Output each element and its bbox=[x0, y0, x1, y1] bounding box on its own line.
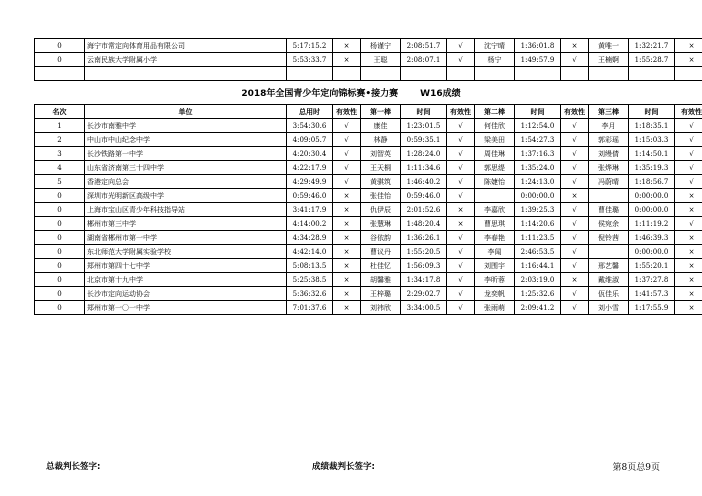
table-cell: 2:09:41.2 bbox=[515, 301, 561, 315]
chief-referee-signature: 总裁判长签字: bbox=[46, 462, 101, 472]
table-cell: 1:23:01.5 bbox=[401, 119, 447, 133]
table-cell: √ bbox=[561, 259, 589, 273]
table-cell: 1:28:24.0 bbox=[401, 147, 447, 161]
table-cell: 0 bbox=[35, 231, 85, 245]
table-cell: 刘智英 bbox=[361, 147, 401, 161]
table-cell: × bbox=[675, 53, 702, 67]
table-cell: 云南民族大学附属小学 bbox=[85, 53, 287, 67]
table-cell bbox=[589, 245, 629, 259]
table-cell: 1:37:27.8 bbox=[629, 273, 675, 287]
table-cell: √ bbox=[333, 175, 361, 189]
table-row bbox=[35, 53, 702, 67]
w16-results-table bbox=[34, 104, 702, 315]
table-cell: √ bbox=[447, 301, 475, 315]
table-cell: 0 bbox=[35, 273, 85, 287]
table-cell: 王天桐 bbox=[361, 161, 401, 175]
table-cell: √ bbox=[561, 231, 589, 245]
table-row bbox=[35, 203, 702, 217]
table-cell: 1:39:25.3 bbox=[515, 203, 561, 217]
table-cell: 0 bbox=[35, 217, 85, 231]
table-cell bbox=[589, 67, 629, 81]
table-cell: 郭思缇 bbox=[475, 161, 515, 175]
table-cell: √ bbox=[447, 119, 475, 133]
column-header: 时间 bbox=[629, 105, 675, 119]
column-header: 有效性 bbox=[561, 105, 589, 119]
table-cell: 2:29:02.7 bbox=[401, 287, 447, 301]
table-cell: √ bbox=[333, 161, 361, 175]
table-cell: 刘缦倩 bbox=[589, 147, 629, 161]
table-cell bbox=[35, 67, 85, 81]
table-cell: 1:37:16.3 bbox=[515, 147, 561, 161]
table-cell: 2:03:19.0 bbox=[515, 273, 561, 287]
table-cell bbox=[515, 67, 561, 81]
table-cell: 1 bbox=[35, 119, 85, 133]
table-cell: 1:35:19.3 bbox=[629, 161, 675, 175]
table-cell: 7:01:37.6 bbox=[287, 301, 333, 315]
table-cell: 张雨萌 bbox=[475, 301, 515, 315]
table-cell: 3:54:30.6 bbox=[287, 119, 333, 133]
table-cell: 1:55:28.7 bbox=[629, 53, 675, 67]
table-cell: 深圳市光明新区高级中学 bbox=[85, 189, 287, 203]
title-main: 2018年全国青少年定向锦标赛•接力赛 bbox=[241, 89, 399, 99]
table-cell: √ bbox=[333, 119, 361, 133]
table-cell: √ bbox=[675, 133, 702, 147]
table-cell: √ bbox=[447, 259, 475, 273]
table-cell: √ bbox=[447, 53, 475, 67]
table-cell: √ bbox=[675, 161, 702, 175]
table-cell: 1:56:09.3 bbox=[401, 259, 447, 273]
table-cell: 5:17:15.2 bbox=[287, 39, 333, 53]
table-cell: 1:55:20.1 bbox=[629, 259, 675, 273]
table-cell: 4:22:17.9 bbox=[287, 161, 333, 175]
table-cell: √ bbox=[675, 119, 702, 133]
table-cell: √ bbox=[333, 133, 361, 147]
table-cell: 张烨琳 bbox=[589, 161, 629, 175]
table-cell: × bbox=[675, 273, 702, 287]
table-cell: 黄骐筑 bbox=[361, 175, 401, 189]
table-row bbox=[35, 231, 702, 245]
table-cell: √ bbox=[561, 245, 589, 259]
results-referee-signature: 成绩裁判长签字: bbox=[312, 462, 375, 472]
table-cell: 北京市第十九中学 bbox=[85, 273, 287, 287]
table-row bbox=[35, 287, 702, 301]
table-cell: √ bbox=[447, 189, 475, 203]
table-cell: √ bbox=[561, 161, 589, 175]
table-cell: 2:01:52.6 bbox=[401, 203, 447, 217]
table-cell: 曹思琪 bbox=[475, 217, 515, 231]
table-row bbox=[35, 245, 702, 259]
table-cell: 0:00:00.0 bbox=[515, 189, 561, 203]
table-cell: 4:20:30.4 bbox=[287, 147, 333, 161]
table-cell: 1:16:44.1 bbox=[515, 259, 561, 273]
table-cell: 上海市宝山区青少年科技指导站 bbox=[85, 203, 287, 217]
table-cell: 0 bbox=[35, 203, 85, 217]
table-cell: 倪铃茜 bbox=[589, 231, 629, 245]
table-cell bbox=[287, 67, 333, 81]
table-cell: × bbox=[675, 259, 702, 273]
table-cell: 黄唯一 bbox=[589, 39, 629, 53]
table-cell: × bbox=[333, 287, 361, 301]
table-cell: 0 bbox=[35, 259, 85, 273]
table-cell: 3 bbox=[35, 147, 85, 161]
table-cell: 山东省济南第三十四中学 bbox=[85, 161, 287, 175]
table-cell: 何佳欣 bbox=[475, 119, 515, 133]
table-cell: 1:18:35.1 bbox=[629, 119, 675, 133]
table-cell: 王梓璐 bbox=[361, 287, 401, 301]
previous-results-table bbox=[34, 38, 702, 81]
table-cell: 李春艳 bbox=[475, 231, 515, 245]
table-cell: 邢艺馨 bbox=[589, 259, 629, 273]
table-cell: × bbox=[333, 231, 361, 245]
table-cell: √ bbox=[675, 175, 702, 189]
table-cell: 1:14:50.1 bbox=[629, 147, 675, 161]
table-cell: 东北师范大学附属实验学校 bbox=[85, 245, 287, 259]
table-cell: 4:14:00.2 bbox=[287, 217, 333, 231]
table-cell: × bbox=[561, 39, 589, 53]
table-cell: √ bbox=[561, 287, 589, 301]
table-cell: 杨谨宁 bbox=[361, 39, 401, 53]
table-cell: × bbox=[447, 217, 475, 231]
table-cell: 2:46:53.5 bbox=[515, 245, 561, 259]
table-cell: × bbox=[447, 203, 475, 217]
table-cell: × bbox=[675, 189, 702, 203]
table-cell: 5 bbox=[35, 175, 85, 189]
table-cell: √ bbox=[561, 119, 589, 133]
table-cell: 5:36:32.6 bbox=[287, 287, 333, 301]
table-cell: × bbox=[675, 203, 702, 217]
table-cell: √ bbox=[447, 231, 475, 245]
table-cell: 郑州市第四十七中学 bbox=[85, 259, 287, 273]
table-cell: 0 bbox=[35, 287, 85, 301]
table-cell: 李嘉欣 bbox=[475, 203, 515, 217]
table-cell: × bbox=[333, 217, 361, 231]
table-cell: 王聪 bbox=[361, 53, 401, 67]
table-cell: 周佳琳 bbox=[475, 147, 515, 161]
table-cell: √ bbox=[447, 161, 475, 175]
table-cell: × bbox=[333, 273, 361, 287]
table-cell: 1:17:55.9 bbox=[629, 301, 675, 315]
table-cell: 康佳 bbox=[361, 119, 401, 133]
table-cell: 5:25:38.5 bbox=[287, 273, 333, 287]
table-row bbox=[35, 119, 702, 133]
table-cell: √ bbox=[561, 147, 589, 161]
table-cell: √ bbox=[447, 287, 475, 301]
table-cell: √ bbox=[447, 133, 475, 147]
table-cell: √ bbox=[675, 217, 702, 231]
table-cell: 4:42:14.0 bbox=[287, 245, 333, 259]
table-cell: 香港定向总会 bbox=[85, 175, 287, 189]
table-cell: √ bbox=[447, 245, 475, 259]
table-row bbox=[35, 67, 702, 81]
table-cell: 3:41:17.9 bbox=[287, 203, 333, 217]
table-cell: 3:34:00.5 bbox=[401, 301, 447, 315]
header-row bbox=[35, 105, 702, 119]
table-cell: 张慧琳 bbox=[361, 217, 401, 231]
column-header: 时间 bbox=[515, 105, 561, 119]
table-cell: 0 bbox=[35, 189, 85, 203]
table-row bbox=[35, 133, 702, 147]
table-cell: × bbox=[333, 189, 361, 203]
table-cell: 1:18:56.7 bbox=[629, 175, 675, 189]
table-cell: 1:54:27.3 bbox=[515, 133, 561, 147]
table-cell: √ bbox=[561, 301, 589, 315]
table-cell: 1:32:21.7 bbox=[629, 39, 675, 53]
table-cell: √ bbox=[561, 203, 589, 217]
table-cell: 佤佳乐 bbox=[589, 287, 629, 301]
table-cell: √ bbox=[447, 147, 475, 161]
table-cell: × bbox=[333, 39, 361, 53]
table-row bbox=[35, 189, 702, 203]
table-cell: 1:14:20.6 bbox=[515, 217, 561, 231]
table-cell: 李月 bbox=[589, 119, 629, 133]
table-cell: 刘祎欣 bbox=[361, 301, 401, 315]
table-cell: 冯蔚晴 bbox=[589, 175, 629, 189]
table-cell: 杨宁 bbox=[475, 53, 515, 67]
table-cell: 0:59:35.1 bbox=[401, 133, 447, 147]
table-row bbox=[35, 259, 702, 273]
page-number: 第8页总9页 bbox=[612, 463, 660, 473]
table-row bbox=[35, 39, 702, 53]
table-cell: 陈婕怡 bbox=[475, 175, 515, 189]
table-cell: 0 bbox=[35, 53, 85, 67]
table-cell: 曹议丹 bbox=[361, 245, 401, 259]
table-cell: 1:41:57.3 bbox=[629, 287, 675, 301]
table-cell: 4 bbox=[35, 161, 85, 175]
table-cell: 郑州市第一〇一中学 bbox=[85, 301, 287, 315]
table-cell: 1:46:39.3 bbox=[629, 231, 675, 245]
column-header: 单位 bbox=[85, 105, 287, 119]
table-cell: 刘围宇 bbox=[475, 259, 515, 273]
table-cell: × bbox=[675, 287, 702, 301]
column-header: 有效性 bbox=[447, 105, 475, 119]
title-group: W16成绩 bbox=[420, 89, 461, 99]
table-cell: 杜佳忆 bbox=[361, 259, 401, 273]
table-cell: 湖南省郴州市第一中学 bbox=[85, 231, 287, 245]
table-cell: √ bbox=[561, 175, 589, 189]
table-cell bbox=[333, 67, 361, 81]
table-cell bbox=[85, 67, 287, 81]
table-cell: 5:53:33.7 bbox=[287, 53, 333, 67]
table-cell: √ bbox=[447, 273, 475, 287]
table-cell: 0:00:00.0 bbox=[629, 189, 675, 203]
table-cell: √ bbox=[447, 175, 475, 189]
table-cell: 1:36:26.1 bbox=[401, 231, 447, 245]
table-cell: 1:24:13.0 bbox=[515, 175, 561, 189]
table-cell: 0 bbox=[35, 245, 85, 259]
table-cell: 4:29:49.9 bbox=[287, 175, 333, 189]
table-cell: × bbox=[561, 189, 589, 203]
table-cell: 1:35:24.0 bbox=[515, 161, 561, 175]
table-cell: 1:12:54.0 bbox=[515, 119, 561, 133]
table-cell: 李昕蓉 bbox=[475, 273, 515, 287]
table-cell: 王楠婀 bbox=[589, 53, 629, 67]
results-title bbox=[34, 87, 668, 101]
table-cell: 1:11:23.5 bbox=[515, 231, 561, 245]
table-cell: 仇伊辰 bbox=[361, 203, 401, 217]
table-cell: × bbox=[333, 53, 361, 67]
table-cell: 长沙铁路第一中学 bbox=[85, 147, 287, 161]
table-cell: 1:11:34.6 bbox=[401, 161, 447, 175]
table-cell: √ bbox=[447, 39, 475, 53]
table-cell: √ bbox=[333, 147, 361, 161]
table-cell bbox=[675, 67, 702, 81]
table-cell bbox=[561, 67, 589, 81]
table-cell: 长沙市南雅中学 bbox=[85, 119, 287, 133]
table-cell: 0:59:46.0 bbox=[287, 189, 333, 203]
table-cell: 0:00:00.0 bbox=[629, 203, 675, 217]
table-cell: × bbox=[675, 39, 702, 53]
table-cell: × bbox=[675, 301, 702, 315]
table-cell: 张佳怡 bbox=[361, 189, 401, 203]
table-cell: × bbox=[333, 301, 361, 315]
table-cell: 1:55:20.5 bbox=[401, 245, 447, 259]
table-cell: 龙奕帆 bbox=[475, 287, 515, 301]
column-header: 时间 bbox=[401, 105, 447, 119]
table-cell: × bbox=[561, 273, 589, 287]
table-cell: 戴维淑 bbox=[589, 273, 629, 287]
table-cell: 0:00:00.0 bbox=[629, 245, 675, 259]
table-cell: 1:25:32.6 bbox=[515, 287, 561, 301]
table-row bbox=[35, 161, 702, 175]
table-cell bbox=[589, 189, 629, 203]
table-cell: 1:34:17.8 bbox=[401, 273, 447, 287]
table-cell bbox=[361, 67, 401, 81]
table-cell: 0 bbox=[35, 301, 85, 315]
table-cell: √ bbox=[675, 147, 702, 161]
table-cell: × bbox=[675, 231, 702, 245]
table-cell: 5:08:13.5 bbox=[287, 259, 333, 273]
table-cell: 4:09:05.7 bbox=[287, 133, 333, 147]
table-cell bbox=[401, 67, 447, 81]
column-header: 第二棒 bbox=[475, 105, 515, 119]
table-cell: 李闻 bbox=[475, 245, 515, 259]
table-cell: 2:08:07.1 bbox=[401, 53, 447, 67]
table-cell: 2:08:51.7 bbox=[401, 39, 447, 53]
table-cell: 刘小雪 bbox=[589, 301, 629, 315]
table-row bbox=[35, 175, 702, 189]
table-row bbox=[35, 273, 702, 287]
table-cell: 4:34:28.9 bbox=[287, 231, 333, 245]
table-cell: 中山市中山纪念中学 bbox=[85, 133, 287, 147]
table-cell: 2 bbox=[35, 133, 85, 147]
column-header: 第一棒 bbox=[361, 105, 401, 119]
table-cell: 1:46:40.2 bbox=[401, 175, 447, 189]
table-cell bbox=[475, 189, 515, 203]
table-cell: 1:49:57.9 bbox=[515, 53, 561, 67]
table-cell: 1:11:19.2 bbox=[629, 217, 675, 231]
table-cell: 长沙市定向运动协会 bbox=[85, 287, 287, 301]
table-cell: 郭彩瑶 bbox=[589, 133, 629, 147]
table-cell: √ bbox=[561, 133, 589, 147]
column-header: 总用时 bbox=[287, 105, 333, 119]
table-cell bbox=[447, 67, 475, 81]
column-header: 有效性 bbox=[675, 105, 702, 119]
table-cell bbox=[629, 67, 675, 81]
table-cell: 郴州市第三中学 bbox=[85, 217, 287, 231]
table-cell: 1:15:03.3 bbox=[629, 133, 675, 147]
table-cell: 林静 bbox=[361, 133, 401, 147]
table-cell: √ bbox=[561, 217, 589, 231]
table-cell: × bbox=[675, 245, 702, 259]
table-cell: × bbox=[333, 245, 361, 259]
table-cell: × bbox=[333, 203, 361, 217]
table-cell: 谷依韵 bbox=[361, 231, 401, 245]
table-row bbox=[35, 147, 702, 161]
table-cell: 曹佳璐 bbox=[589, 203, 629, 217]
column-header: 名次 bbox=[35, 105, 85, 119]
table-cell bbox=[475, 67, 515, 81]
column-header: 第三棒 bbox=[589, 105, 629, 119]
table-row bbox=[35, 301, 702, 315]
table-cell: 1:48:20.4 bbox=[401, 217, 447, 231]
table-cell: √ bbox=[561, 53, 589, 67]
table-cell: 梁美田 bbox=[475, 133, 515, 147]
table-row bbox=[35, 217, 702, 231]
column-header: 有效性 bbox=[333, 105, 361, 119]
table-cell: 沈宁晴 bbox=[475, 39, 515, 53]
table-cell: 胡馨雅 bbox=[361, 273, 401, 287]
table-cell: × bbox=[333, 259, 361, 273]
table-cell: 1:36:01.8 bbox=[515, 39, 561, 53]
table-cell: 0 bbox=[35, 39, 85, 53]
table-cell: 海宁市常定向体育用品有限公司 bbox=[85, 39, 287, 53]
table-cell: 侯宛余 bbox=[589, 217, 629, 231]
table-cell: 0:59:46.0 bbox=[401, 189, 447, 203]
